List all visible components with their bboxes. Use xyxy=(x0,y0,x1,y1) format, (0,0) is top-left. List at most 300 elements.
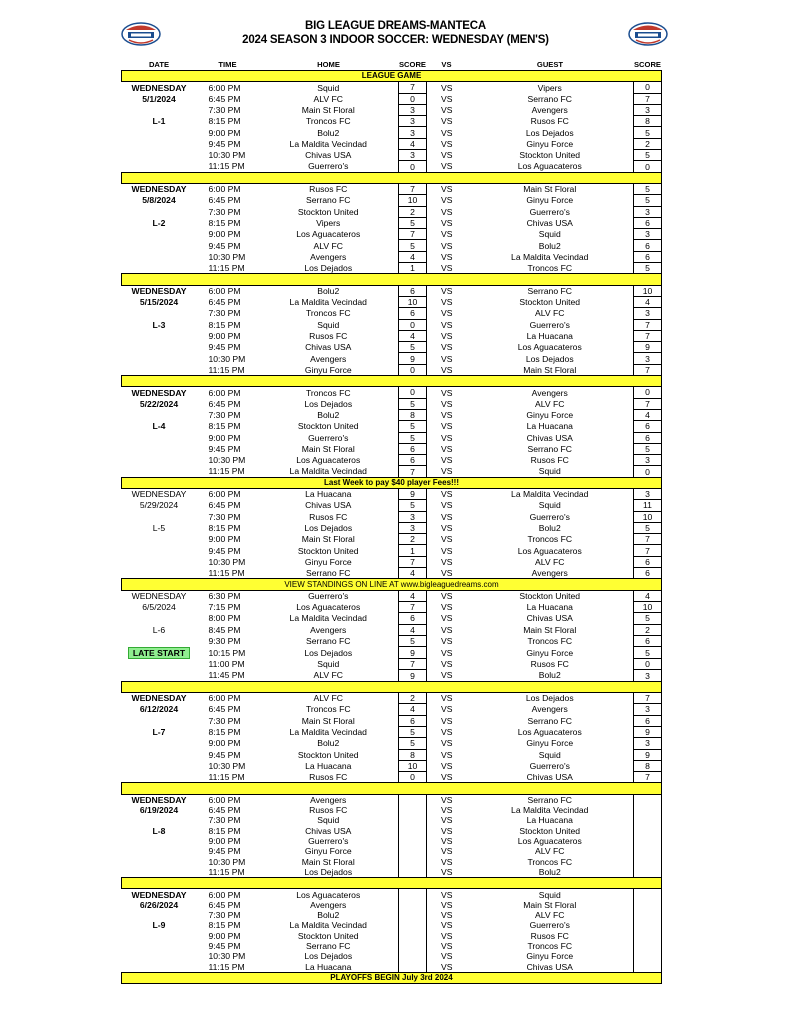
home-score-cell: 4 xyxy=(399,704,427,715)
time-cell: 8:15 PM xyxy=(208,319,241,330)
date-cell xyxy=(122,941,197,951)
time-cell: 11:15 PM xyxy=(208,262,245,273)
date-cell xyxy=(122,150,197,161)
vs-cell: VS xyxy=(441,398,453,409)
home-team-cell: Troncos FC xyxy=(305,704,351,715)
home-team-cell: Ginyu Force xyxy=(304,364,352,375)
date-cell xyxy=(122,342,197,353)
guest-score-cell: 7 xyxy=(634,545,662,556)
home-score-cell: 8 xyxy=(399,409,427,420)
date-cell: WEDNESDAY xyxy=(131,489,187,500)
vs-cell: VS xyxy=(441,899,453,910)
table-row xyxy=(122,826,662,836)
table-row xyxy=(122,920,662,930)
home-score-cell: 8 xyxy=(399,749,427,760)
guest-score-cell: 5 xyxy=(634,150,662,161)
vs-cell: VS xyxy=(441,738,453,749)
home-team-cell: La Maldita Vecindad xyxy=(289,466,367,477)
home-team-cell: Chivas USA xyxy=(305,500,352,511)
table-row xyxy=(122,150,662,161)
table-row xyxy=(122,466,662,477)
guest-score-cell: 10 xyxy=(634,601,662,612)
home-team-cell: Chivas USA xyxy=(305,825,352,836)
home-team-cell: Los Dejados xyxy=(304,866,353,877)
home-team-cell: ALV FC xyxy=(313,93,343,104)
home-team-cell: Main St Floral xyxy=(301,715,355,726)
home-team-cell: Rusos FC xyxy=(309,805,348,816)
home-team-cell: Rusos FC xyxy=(309,772,348,782)
date-cell xyxy=(122,432,197,443)
home-score-cell: 6 xyxy=(399,308,427,319)
home-team-cell: Rusos FC xyxy=(309,511,348,522)
time-cell: 6:45 PM xyxy=(208,704,241,715)
date-cell xyxy=(122,715,197,726)
date-cell xyxy=(122,443,197,454)
home-score-cell xyxy=(399,856,427,866)
banner-text xyxy=(122,274,662,285)
home-team-cell: Chivas USA xyxy=(305,150,352,161)
guest-team-cell: ALV FC xyxy=(535,398,565,409)
guest-score-cell: 7 xyxy=(634,398,662,409)
banner-text xyxy=(122,783,662,794)
guest-team-cell: Stockton United xyxy=(519,591,581,602)
table-row xyxy=(122,760,662,771)
guest-team-cell: Avengers xyxy=(531,567,568,578)
banner-row xyxy=(122,172,662,183)
vs-cell: VS xyxy=(441,591,453,602)
home-team-cell: Squid xyxy=(317,659,340,670)
vs-cell: VS xyxy=(441,262,453,273)
table-row xyxy=(122,856,662,866)
home-team-cell: Bolu2 xyxy=(317,738,340,749)
home-team-cell: ALV FC xyxy=(313,240,343,251)
time-cell: 11:15 PM xyxy=(208,364,245,375)
time-cell: 6:00 PM xyxy=(208,184,241,195)
guest-team-cell: Serrano FC xyxy=(527,715,572,726)
table-row xyxy=(122,229,662,240)
table-row xyxy=(122,398,662,409)
date-cell: 5/15/2024 xyxy=(139,297,179,308)
date-cell xyxy=(122,545,197,556)
guest-team-cell: Main St Floral xyxy=(523,184,577,195)
guest-score-cell: 3 xyxy=(634,738,662,749)
date-cell xyxy=(122,647,197,659)
table-row xyxy=(122,635,662,646)
home-score-cell: 0 xyxy=(399,161,427,172)
time-cell: 7:30 PM xyxy=(208,715,241,726)
vs-cell: VS xyxy=(441,161,453,172)
banner-text: VIEW STANDINGS ON LINE AT www.bigleaguedreams.com xyxy=(122,579,662,590)
date-cell: 6/26/2024 xyxy=(139,899,179,910)
time-cell: 7:30 PM xyxy=(208,815,241,826)
guest-score-cell xyxy=(634,856,662,866)
home-score-cell: 7 xyxy=(399,466,427,477)
vs-cell: VS xyxy=(441,704,453,715)
table-row xyxy=(122,534,662,545)
table-row xyxy=(122,659,662,670)
banner-row xyxy=(122,579,662,590)
time-cell: 8:00 PM xyxy=(208,613,241,624)
time-cell: 7:30 PM xyxy=(208,206,241,217)
guest-team-cell: Rusos FC xyxy=(530,455,569,466)
vs-cell: VS xyxy=(441,951,453,962)
guest-score-cell xyxy=(634,815,662,825)
home-team-cell: Main St Floral xyxy=(301,856,355,867)
guest-team-cell: La Huacana xyxy=(526,602,573,613)
time-cell: 9:45 PM xyxy=(208,240,241,251)
guest-score-cell: 3 xyxy=(634,206,662,217)
vs-cell: VS xyxy=(441,319,453,330)
date-cell xyxy=(122,353,197,364)
guest-score-cell: 4 xyxy=(634,409,662,420)
table-row xyxy=(122,364,662,375)
table-row xyxy=(122,217,662,228)
vs-cell: VS xyxy=(441,432,453,443)
vs-cell: VS xyxy=(441,523,453,534)
date-cell xyxy=(122,760,197,771)
vs-cell: VS xyxy=(441,825,453,836)
table-row xyxy=(122,846,662,856)
time-cell: 6:45 PM xyxy=(208,398,241,409)
date-cell xyxy=(122,749,197,760)
table-row xyxy=(122,432,662,443)
table-row xyxy=(122,749,662,760)
schedule-table xyxy=(121,59,662,984)
home-score-cell: 0 xyxy=(399,772,427,783)
vs-cell: VS xyxy=(441,941,453,951)
guest-team-cell: Troncos FC xyxy=(527,534,573,545)
guest-team-cell: Chivas USA xyxy=(526,613,573,624)
time-cell: 8:15 PM xyxy=(208,421,241,432)
date-cell xyxy=(122,867,197,878)
home-team-cell: La Maldita Vecindad xyxy=(289,920,367,931)
home-score-cell: 10 xyxy=(399,296,427,307)
guest-team-cell: La Huacana xyxy=(526,421,573,432)
guest-team-cell: Guerrero's xyxy=(529,206,570,217)
vs-cell: VS xyxy=(441,138,453,149)
time-cell: 9:00 PM xyxy=(208,432,241,443)
guest-score-cell: 3 xyxy=(634,229,662,240)
time-cell: 8:15 PM xyxy=(208,920,241,931)
home-team-cell: Main St Floral xyxy=(301,443,355,454)
table-row xyxy=(122,500,662,511)
table-row xyxy=(122,409,662,420)
banner-row xyxy=(122,274,662,285)
home-team-cell: La Maldita Vecindad xyxy=(289,613,367,624)
date-cell xyxy=(122,738,197,749)
banner-row xyxy=(122,681,662,692)
table-row xyxy=(122,116,662,127)
date-cell: L-7 xyxy=(152,727,166,738)
home-team-cell: Chivas USA xyxy=(305,342,352,353)
banner-row xyxy=(122,783,662,794)
guest-team-cell: Troncos FC xyxy=(527,635,573,646)
home-score-cell: 9 xyxy=(399,670,427,681)
date-cell: L-5 xyxy=(152,523,166,534)
vs-cell: VS xyxy=(441,856,453,867)
vs-cell: VS xyxy=(441,693,453,704)
time-cell: 11:15 PM xyxy=(208,961,245,972)
date-cell xyxy=(122,556,197,567)
table-row xyxy=(122,296,662,307)
guest-score-cell: 0 xyxy=(634,387,662,398)
home-team-cell: La Huacana xyxy=(305,489,352,500)
guest-team-cell: Los Dejados xyxy=(525,693,574,704)
home-score-cell: 5 xyxy=(399,500,427,511)
guest-team-cell: Squid xyxy=(538,749,561,760)
time-cell: 10:30 PM xyxy=(208,856,246,867)
date-cell xyxy=(122,308,197,319)
vs-cell: VS xyxy=(441,794,453,805)
guest-team-cell: Los Dejados xyxy=(525,353,574,364)
date-cell xyxy=(122,846,197,856)
guest-score-cell: 7 xyxy=(634,534,662,545)
home-score-cell: 6 xyxy=(399,285,427,296)
home-score-cell: 5 xyxy=(399,398,427,409)
vs-cell: VS xyxy=(441,500,453,511)
home-team-cell: Rusos FC xyxy=(309,184,348,195)
table-row xyxy=(122,910,662,920)
time-cell: 9:00 PM xyxy=(208,836,241,847)
home-score-cell xyxy=(399,867,427,878)
guest-score-cell xyxy=(634,951,662,961)
home-team-cell: Stockton United xyxy=(297,749,359,760)
table-row xyxy=(122,319,662,330)
home-score-cell xyxy=(399,826,427,836)
guest-score-cell: 7 xyxy=(634,772,662,783)
home-team-cell: Bolu2 xyxy=(317,410,340,421)
date-cell xyxy=(122,127,197,138)
home-score-cell: 9 xyxy=(399,488,427,499)
guest-score-cell: 5 xyxy=(634,613,662,624)
home-score-cell xyxy=(399,900,427,910)
guest-score-cell: 5 xyxy=(634,195,662,206)
home-score-cell: 3 xyxy=(399,104,427,115)
guest-score-cell: 3 xyxy=(634,455,662,466)
table-row xyxy=(122,726,662,737)
home-team-cell: Los Dejados xyxy=(304,951,353,962)
guest-score-cell: 3 xyxy=(634,488,662,499)
home-team-cell: Avengers xyxy=(310,251,347,262)
guest-team-cell: ALV FC xyxy=(535,308,565,319)
guest-team-cell: Squid xyxy=(538,466,561,477)
home-team-cell: Avengers xyxy=(310,353,347,364)
date-cell: 5/22/2024 xyxy=(139,398,179,409)
date-cell xyxy=(122,670,197,681)
time-cell: 9:00 PM xyxy=(208,229,241,240)
guest-score-cell: 2 xyxy=(634,624,662,635)
time-cell: 9:00 PM xyxy=(208,330,241,341)
vs-cell: VS xyxy=(441,116,453,127)
time-cell: 10:30 PM xyxy=(208,353,246,364)
vs-cell: VS xyxy=(441,760,453,771)
guest-team-cell: Main St Floral xyxy=(523,624,577,635)
guest-score-cell: 6 xyxy=(634,568,662,579)
date-cell: L-8 xyxy=(152,825,166,836)
vs-cell: VS xyxy=(441,930,453,941)
date-cell xyxy=(122,951,197,961)
home-team-cell: Avengers xyxy=(310,794,347,805)
guest-score-cell: 4 xyxy=(634,590,662,601)
time-cell: 11:00 PM xyxy=(208,659,245,670)
guest-team-cell: Rusos FC xyxy=(530,659,569,670)
date-cell xyxy=(122,613,197,624)
banner-text xyxy=(122,681,662,692)
guest-team-cell: Rusos FC xyxy=(530,116,569,127)
home-team-cell: Avengers xyxy=(310,899,347,910)
time-cell: 6:45 PM xyxy=(208,195,241,206)
date-cell: WEDNESDAY xyxy=(131,286,187,297)
home-team-cell: Squid xyxy=(317,815,340,826)
table-row xyxy=(122,285,662,296)
table-row xyxy=(122,670,662,681)
home-score-cell: 7 xyxy=(399,601,427,612)
table-row xyxy=(122,931,662,941)
home-team-cell: Bolu2 xyxy=(317,127,340,138)
date-cell xyxy=(122,138,197,149)
date-cell xyxy=(122,511,197,522)
time-cell: 6:00 PM xyxy=(208,794,241,805)
table-row xyxy=(122,815,662,825)
date-cell: L-4 xyxy=(152,421,166,432)
date-cell xyxy=(122,104,197,115)
table-row xyxy=(122,568,662,579)
guest-score-cell: 3 xyxy=(634,104,662,115)
date-cell: WEDNESDAY xyxy=(131,889,187,900)
time-cell: 11:15 PM xyxy=(208,866,245,877)
banner-row xyxy=(122,71,662,82)
guest-team-cell: Guerrero's xyxy=(529,920,570,931)
time-cell: 6:30 PM xyxy=(208,591,241,602)
home-score-cell: 1 xyxy=(399,545,427,556)
home-score-cell: 6 xyxy=(399,715,427,726)
guest-score-cell: 5 xyxy=(634,263,662,274)
home-team-cell: Stockton United xyxy=(297,545,359,556)
home-score-cell: 4 xyxy=(399,330,427,341)
home-team-cell: Squid xyxy=(317,82,340,93)
banner-text: PLAYOFFS BEGIN July 3rd 2024 xyxy=(122,972,662,983)
vs-cell: VS xyxy=(441,815,453,826)
vs-cell: VS xyxy=(441,206,453,217)
vs-cell: VS xyxy=(441,455,453,466)
guest-score-cell xyxy=(634,826,662,836)
home-team-cell: La Maldita Vecindad xyxy=(289,297,367,308)
vs-cell: VS xyxy=(441,889,453,900)
home-score-cell: 3 xyxy=(399,116,427,127)
table-row xyxy=(122,693,662,704)
time-cell: 6:45 PM xyxy=(208,899,241,910)
guest-score-cell: 7 xyxy=(634,693,662,704)
vs-cell: VS xyxy=(441,93,453,104)
date-cell xyxy=(122,161,197,172)
table-row xyxy=(122,330,662,341)
vs-cell: VS xyxy=(441,342,453,353)
table-row xyxy=(122,613,662,624)
home-score-cell: 0 xyxy=(399,387,427,398)
home-score-cell: 7 xyxy=(399,659,427,670)
home-score-cell: 3 xyxy=(399,150,427,161)
date-cell xyxy=(122,455,197,466)
date-cell: WEDNESDAY xyxy=(131,184,187,195)
home-team-cell: La Huacana xyxy=(305,760,352,771)
vs-cell: VS xyxy=(441,297,453,308)
time-cell: 6:00 PM xyxy=(208,489,241,500)
home-score-cell xyxy=(399,889,427,900)
home-score-cell: 4 xyxy=(399,251,427,262)
guest-score-cell: 0 xyxy=(634,659,662,670)
home-team-cell: Serrano FC xyxy=(306,941,351,951)
home-score-cell: 1 xyxy=(399,263,427,274)
time-cell: 7:30 PM xyxy=(208,308,241,319)
date-cell xyxy=(122,836,197,846)
vs-cell: VS xyxy=(441,715,453,726)
guest-score-cell: 7 xyxy=(634,330,662,341)
column-header: DATE xyxy=(122,59,197,71)
vs-cell: VS xyxy=(441,150,453,161)
table-row xyxy=(122,127,662,138)
home-score-cell: 4 xyxy=(399,568,427,579)
home-team-cell: Los Aguacateros xyxy=(296,229,361,240)
table-row xyxy=(122,836,662,846)
guest-team-cell: Main St Floral xyxy=(523,364,577,375)
guest-team-cell: Guerrero's xyxy=(529,319,570,330)
date-cell xyxy=(122,815,197,825)
guest-team-cell: Serrano FC xyxy=(527,93,572,104)
home-team-cell: Los Dejados xyxy=(304,398,353,409)
vs-cell: VS xyxy=(441,910,453,921)
guest-score-cell: 2 xyxy=(634,138,662,149)
vs-cell: VS xyxy=(441,772,453,782)
table-row xyxy=(122,93,662,104)
date-cell: 6/12/2024 xyxy=(139,704,179,715)
table-row xyxy=(122,738,662,749)
table-row xyxy=(122,421,662,432)
home-score-cell: 5 xyxy=(399,726,427,737)
home-team-cell: Squid xyxy=(317,319,340,330)
home-team-cell: Stockton United xyxy=(297,421,359,432)
date-cell: L-9 xyxy=(152,920,166,931)
date-cell xyxy=(122,240,197,251)
guest-team-cell: Chivas USA xyxy=(526,432,573,443)
table-row xyxy=(122,941,662,951)
guest-team-cell: Squid xyxy=(538,500,561,511)
home-team-cell: Los Dejados xyxy=(304,262,353,273)
time-cell: 6:00 PM xyxy=(208,889,241,900)
guest-team-cell: Bolu2 xyxy=(538,670,561,681)
vs-cell: VS xyxy=(441,836,453,847)
vs-cell: VS xyxy=(441,82,453,93)
guest-score-cell: 11 xyxy=(634,500,662,511)
table-row xyxy=(122,82,662,93)
time-cell: 9:45 PM xyxy=(208,846,241,857)
time-cell: 8:15 PM xyxy=(208,116,241,127)
time-cell: 9:30 PM xyxy=(208,635,241,646)
time-cell: 6:00 PM xyxy=(208,286,241,297)
time-cell: 10:30 PM xyxy=(208,951,246,962)
time-cell: 9:45 PM xyxy=(208,138,241,149)
home-team-cell: Troncos FC xyxy=(305,308,351,319)
vs-cell: VS xyxy=(441,624,453,635)
guest-team-cell: Stockton United xyxy=(519,825,581,836)
vs-cell: VS xyxy=(441,670,453,681)
home-score-cell: 5 xyxy=(399,635,427,646)
vs-cell: VS xyxy=(441,240,453,251)
guest-score-cell xyxy=(634,910,662,920)
home-score-cell: 5 xyxy=(399,342,427,353)
table-row xyxy=(122,511,662,522)
home-score-cell: 7 xyxy=(399,82,427,93)
home-team-cell: Serrano FC xyxy=(306,635,351,646)
